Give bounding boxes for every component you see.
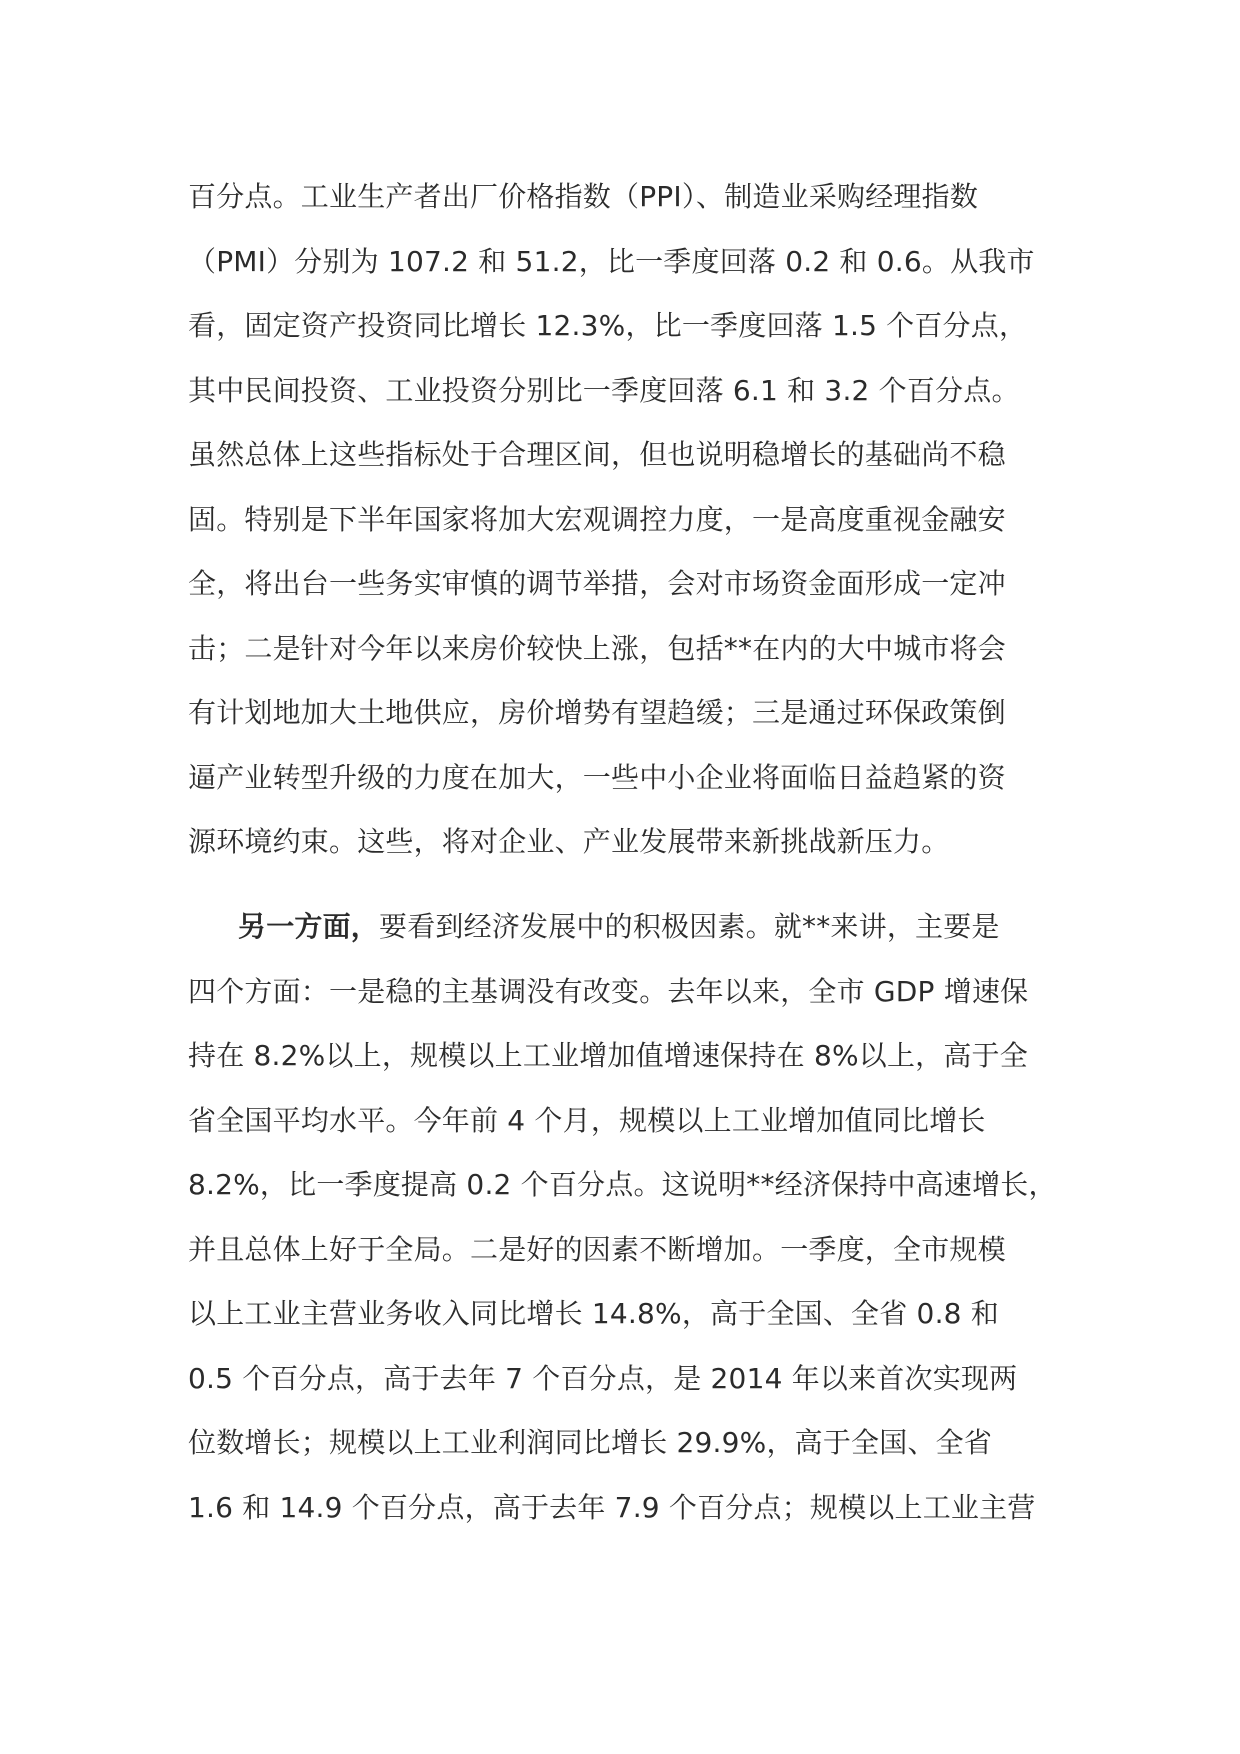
paragraph-line: 百分点。工业生产者出厂价格指数（PPI）、制造业采购经理指数 bbox=[188, 180, 979, 213]
paragraph-line: 逼产业转型升级的力度在加大，一些中小企业将面临日益趋紧的资 bbox=[188, 760, 1006, 794]
paragraph-line: 并且总体上好于全局。二是好的因素不断增加。一季度，全市规模 bbox=[188, 1232, 1006, 1266]
paragraph-line: （PMI）分别为 107.2 和 51.2，比一季度回落 0.2 和 0.6。从我市 bbox=[188, 244, 1035, 278]
paragraph-line: 虽然总体上这些指标处于合理区间，但也说明稳增长的基础尚不稳 bbox=[188, 438, 1006, 471]
paragraph-line-rest: 要看到经济发展中的积极因素。就**来讲，主要是 bbox=[379, 910, 1000, 943]
paragraph-line: 以上工业主营业务收入同比增长 14.8%，高于全国、全省 0.8 和 bbox=[188, 1297, 999, 1330]
paragraph-line: 全，将出台一些务实审慎的调节举措，会对市场资金面形成一定冲 bbox=[188, 567, 1006, 600]
paragraph-line: 省全国平均水平。今年前 4 个月，规模以上工业增加值同比增长 bbox=[188, 1103, 986, 1137]
paragraph-economic-pressure bbox=[188, 165, 1058, 875]
paragraph-line: 8.2%，比一季度提高 0.2 个百分点。这说明**经济保持中高速增长， bbox=[188, 1168, 1057, 1201]
paragraph-lead-heading: 另一方面， bbox=[238, 910, 380, 943]
paragraph-positive-factors bbox=[188, 895, 1058, 1540]
paragraph-line: 0.5 个百分点，高于去年 7 个百分点，是 2014 年以来首次实现两 bbox=[188, 1361, 1018, 1395]
paragraph-line: 1.6 和 14.9 个百分点，高于去年 7.9 个百分点；规模以上工业主营 bbox=[188, 1490, 1036, 1524]
paragraph-line: 四个方面：一是稳的主基调没有改变。去年以来，全市 GDP 增速保 bbox=[188, 974, 1029, 1008]
paragraph-line: 固。特别是下半年国家将加大宏观调控力度，一是高度重视金融安 bbox=[188, 502, 1006, 536]
paragraph-line: 有计划地加大土地供应，房价增势有望趋缓；三是通过环保政策倒 bbox=[188, 696, 1006, 729]
paragraph-line: 看，固定资产投资同比增长 12.3%，比一季度回落 1.5 个百分点， bbox=[188, 309, 1028, 342]
paragraph-line: 源环境约束。这些，将对企业、产业发展带来新挑战新压力。 bbox=[188, 825, 950, 858]
paragraph-line: 持在 8.2%以上，规模以上工业增加值增速保持在 8%以上，高于全 bbox=[188, 1039, 1028, 1072]
paragraph-line: 击；二是针对今年以来房价较快上涨，包括**在内的大中城市将会 bbox=[188, 631, 1007, 665]
paragraph-line: 其中民间投资、工业投资分别比一季度回落 6.1 和 3.2 个百分点。 bbox=[188, 373, 1020, 407]
paragraph-line: 位数增长；规模以上工业利润同比增长 29.9%，高于全国、全省 bbox=[188, 1426, 993, 1459]
paragraph-first-line bbox=[188, 895, 1058, 960]
